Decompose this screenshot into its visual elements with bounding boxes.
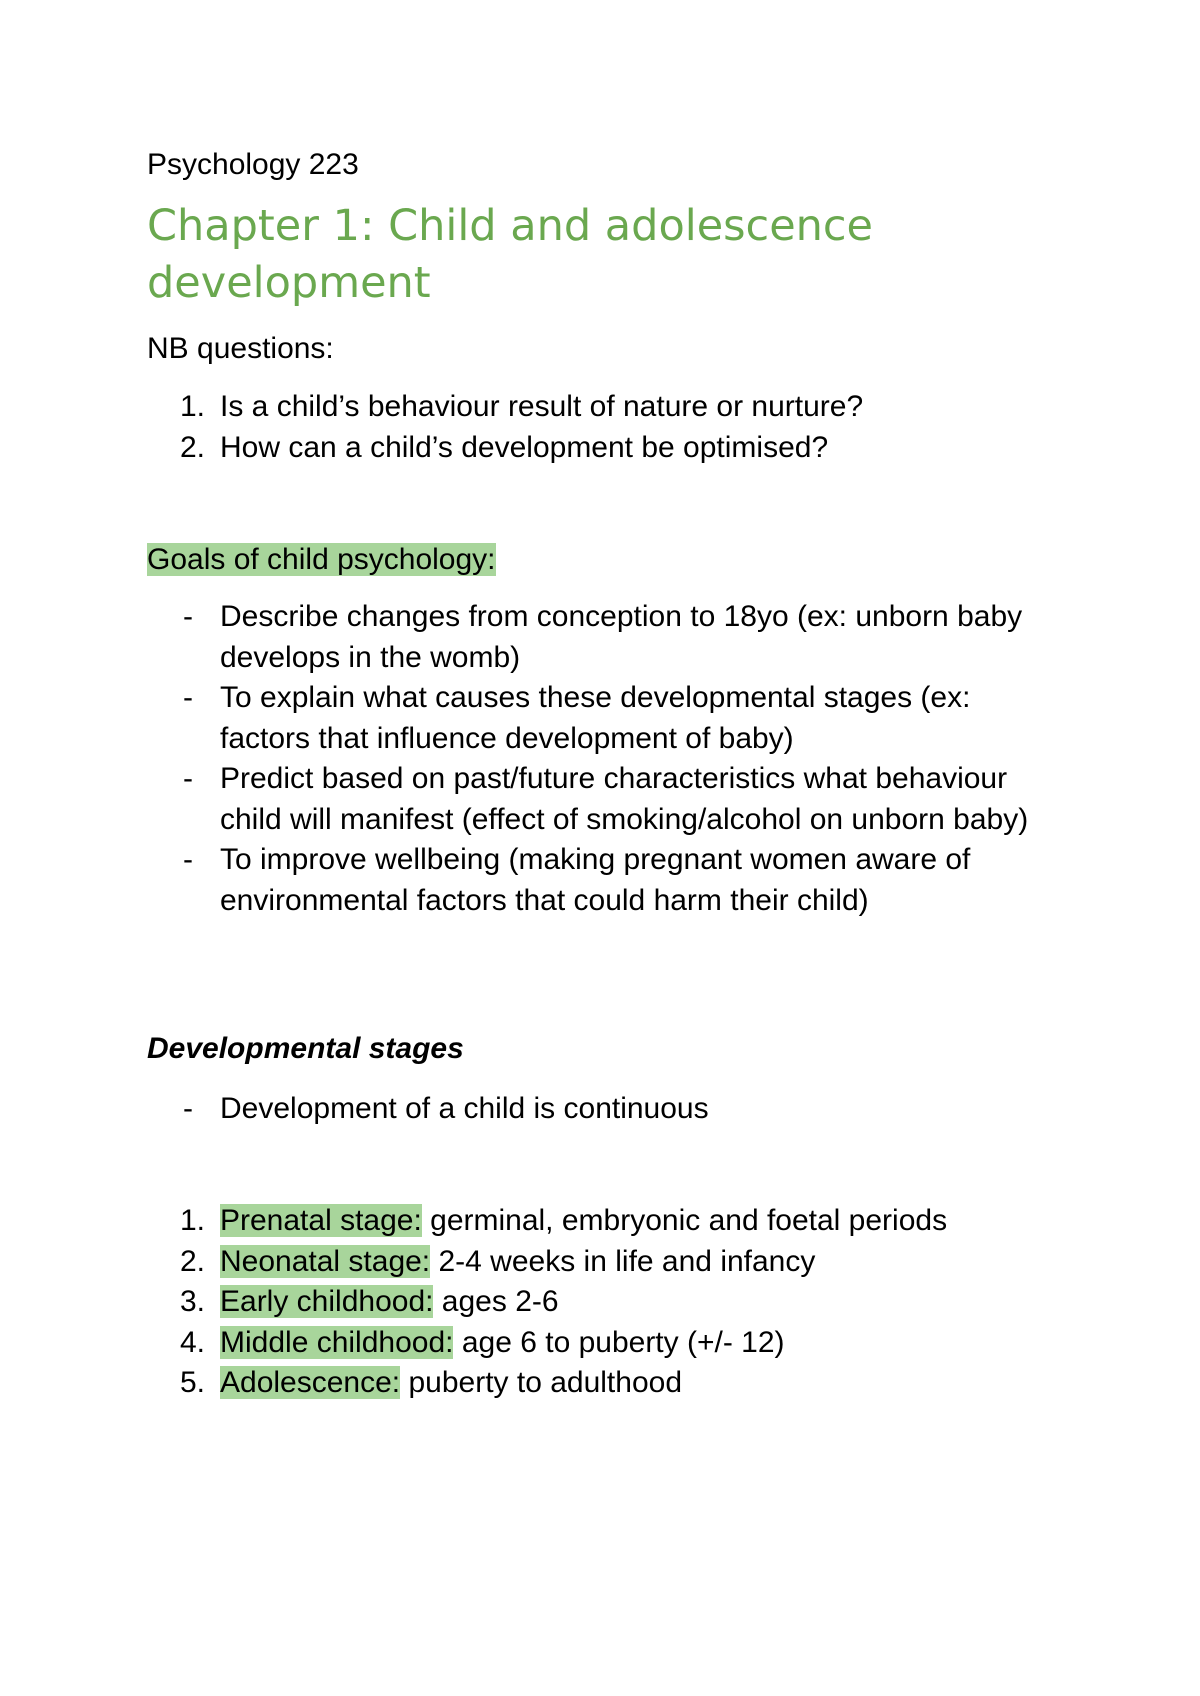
list-number: 5.	[180, 1366, 206, 1399]
list-item	[147, 759, 1040, 840]
list-number: 1.	[180, 1204, 206, 1237]
list-number: 1.	[180, 390, 206, 423]
stage-term: Adolescence:	[220, 1366, 401, 1399]
list-number: 2.	[180, 431, 206, 464]
list-item-text: Predict based on past/future characteristics what behaviour child will manifest (effect of smoking/alcohol on unborn baby)	[220, 762, 1029, 836]
stage-term: Neonatal stage:	[220, 1244, 431, 1278]
nb-questions-list	[147, 386, 863, 468]
course-title: Psychology 223	[147, 148, 359, 181]
list-item	[147, 678, 1040, 759]
list-item-text: Is a child’s behaviour result of nature or nurture?	[220, 390, 864, 423]
stage-description: age 6 to puberty (+/- 12)	[453, 1325, 785, 1359]
continuity-note-list	[147, 1088, 709, 1129]
stage-item	[147, 1282, 947, 1323]
list-item	[147, 386, 863, 427]
list-item	[147, 427, 863, 468]
bullet-dash: -	[183, 762, 193, 795]
chapter-title: Chapter 1: Child and adolescence development	[147, 201, 874, 308]
bullet-dash: -	[183, 681, 193, 714]
list-number: 2.	[180, 1244, 206, 1278]
stage-item	[147, 1363, 947, 1404]
goals-heading	[147, 541, 496, 579]
list-item	[147, 1088, 709, 1129]
goals-heading-text: Goals of child psychology:	[147, 543, 496, 576]
bullet-dash: -	[183, 1092, 193, 1125]
stage-term: Early childhood:	[220, 1285, 434, 1318]
stages-list	[147, 1201, 947, 1404]
bullet-dash: -	[183, 600, 193, 633]
stage-item	[147, 1323, 947, 1364]
list-number: 3.	[180, 1285, 206, 1318]
developmental-stages-heading: Developmental stages	[147, 1032, 464, 1065]
stage-term: Middle childhood:	[220, 1325, 454, 1359]
stage-description: germinal, embryonic and foetal periods	[421, 1204, 948, 1237]
list-item-text: To explain what causes these developmental stages (ex: factors that influence development of baby)	[220, 681, 971, 755]
stage-item	[147, 1201, 947, 1242]
bullet-dash: -	[183, 843, 193, 876]
list-item-text: How can a child’s development be optimised?	[220, 431, 829, 464]
stage-description: puberty to adulthood	[400, 1366, 683, 1399]
goals-list	[147, 597, 1040, 921]
list-item-text: To improve wellbeing (making pregnant women aware of environmental factors that could harm their child)	[220, 843, 971, 917]
list-item	[147, 840, 1040, 921]
stage-description: 2-4 weeks in life and infancy	[430, 1244, 816, 1278]
list-number: 4.	[180, 1325, 206, 1359]
stage-description: ages 2-6	[433, 1285, 559, 1318]
stage-term: Prenatal stage:	[220, 1204, 422, 1237]
list-item-text: Describe changes from conception to 18yo (ex: unborn baby develops in the womb)	[220, 600, 1023, 674]
stage-item	[147, 1242, 947, 1283]
list-item	[147, 597, 1040, 678]
nb-questions-label: NB questions:	[147, 332, 334, 365]
list-item-text: Development of a child is continuous	[220, 1092, 709, 1125]
